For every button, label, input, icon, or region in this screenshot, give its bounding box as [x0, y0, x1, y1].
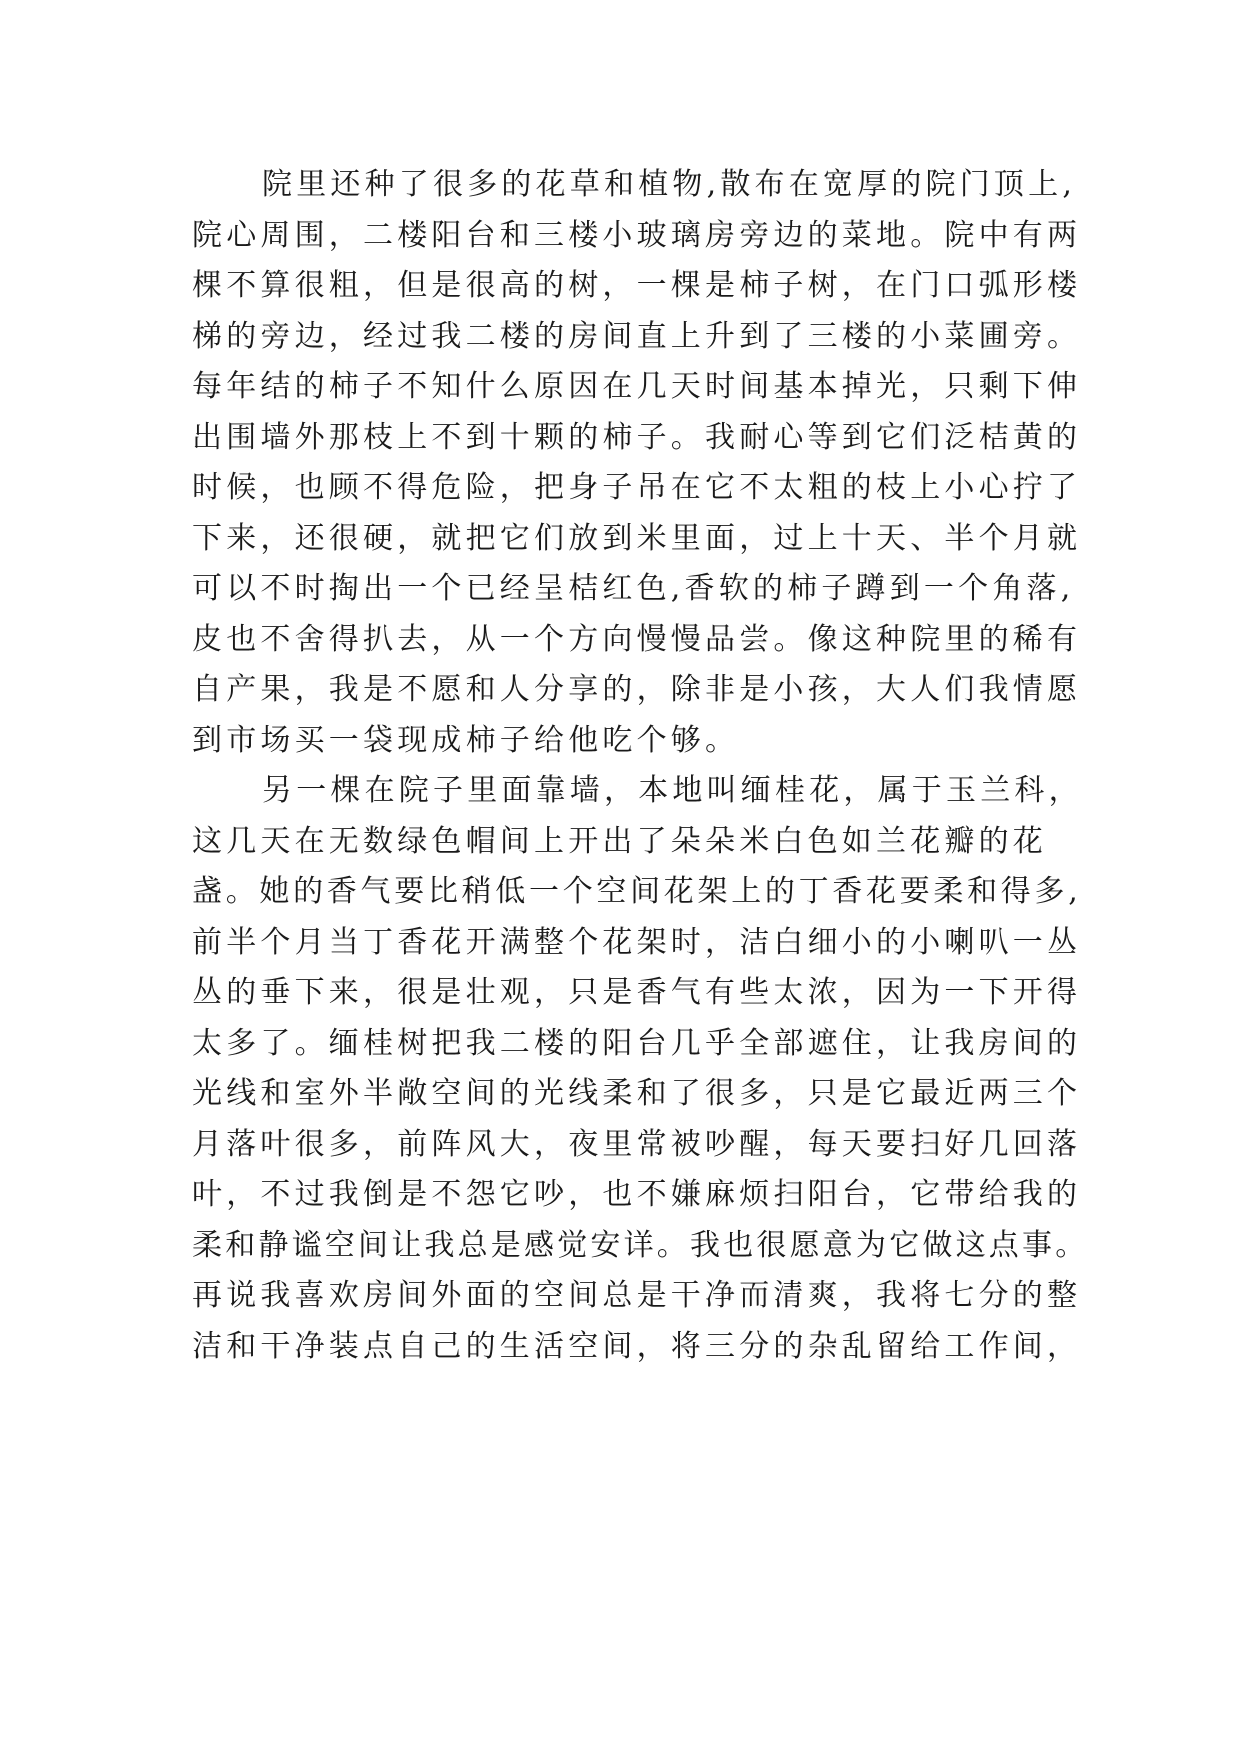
paragraph-2-line-2: 这几天在无数绿色帽间上开出了朵朵米白色如兰花瓣的花 [192, 823, 1047, 859]
paragraph-1-line-7: 时候，也顾不得危险，把身子吊在它不太粗的枝上小心拧了 [192, 470, 1082, 505]
paragraph-1-line-3: 棵不算很粗，但是很高的树，一棵是柿子树，在门口弧形楼 [192, 268, 1082, 303]
body-text [192, 160, 1092, 1372]
paragraph-2-line-12: 洁和干净装点自己的生活空间，将三分的杂乱留给工作间， [192, 1328, 1082, 1364]
paragraph-2-line-8: 月落叶很多，前阵风大，夜里常被吵醒，每天要扫好几回落 [192, 1126, 1082, 1162]
paragraph-2-line-4: 前半个月当丁香花开满整个花架时，洁白细小的小喇叭一丛 [192, 924, 1082, 960]
paragraph-2-line-6: 太多了。缅桂树把我二楼的阳台几乎全部遮住，让我房间的 [192, 1025, 1082, 1061]
paragraph-2-line-10: 柔和静谧空间让我总是感觉安详。我也很愿意为它做这点事。 [192, 1227, 1089, 1263]
paragraph-2-line-5: 丛的垂下来，很是壮观，只是香气有些太浓，因为一下开得 [192, 975, 1082, 1010]
paragraph-2-line-11: 再说我喜欢房间外面的空间总是干净而清爽，我将七分的整 [192, 1278, 1082, 1313]
paragraph-1-line-2: 院心周围，二楼阳台和三楼小玻璃房旁边的菜地。院中有两 [192, 217, 1082, 253]
paragraph-1-line-5: 每年结的柿子不知什么原因在几天时间基本掉光，只剩下伸 [192, 369, 1082, 404]
paragraph-1-line-10: 皮也不舍得扒去，从一个方向慢慢品尝。像这种院里的稀有 [192, 621, 1082, 657]
paragraph-1-line-4: 梯的旁边，经过我二楼的房间直上升到了三楼的小菜圃旁。 [192, 318, 1082, 354]
paragraph-1-line-11: 自产果，我是不愿和人分享的，除非是小孩，大人们我情愿 [192, 672, 1082, 707]
paragraph-1-line-8: 下来，还很硬，就把它们放到米里面，过上十天、半个月就 [192, 520, 1082, 556]
paragraph-2-line-1: 另一棵在院子里面靠墙，本地叫缅桂花，属于玉兰科， [262, 773, 1083, 808]
paragraph-1-line-1: 院里还种了很多的花草和植物,散布在宽厚的院门顶上, [262, 167, 1077, 202]
paragraph-1-line-12: 到市场买一袋现成柿子给他吃个够。 [192, 722, 740, 758]
paragraph-1-line-6: 出围墙外那枝上不到十颗的柿子。我耐心等到它们泛桔黄的 [192, 419, 1082, 455]
paragraph-2-line-7: 光线和室外半敞空间的光线柔和了很多，只是它最近两三个 [192, 1076, 1082, 1111]
paragraph-2-line-3: 盏。她的香气要比稍低一个空间花架上的丁香花要柔和得多, [192, 874, 1082, 909]
paragraph-2-line-9: 叶，不过我倒是不怨它吵，也不嫌麻烦扫阳台，它带给我的 [192, 1177, 1082, 1212]
paragraph-1-line-9: 可以不时掏出一个已经呈桔红色,香软的柿子蹲到一个角落, [192, 571, 1075, 606]
